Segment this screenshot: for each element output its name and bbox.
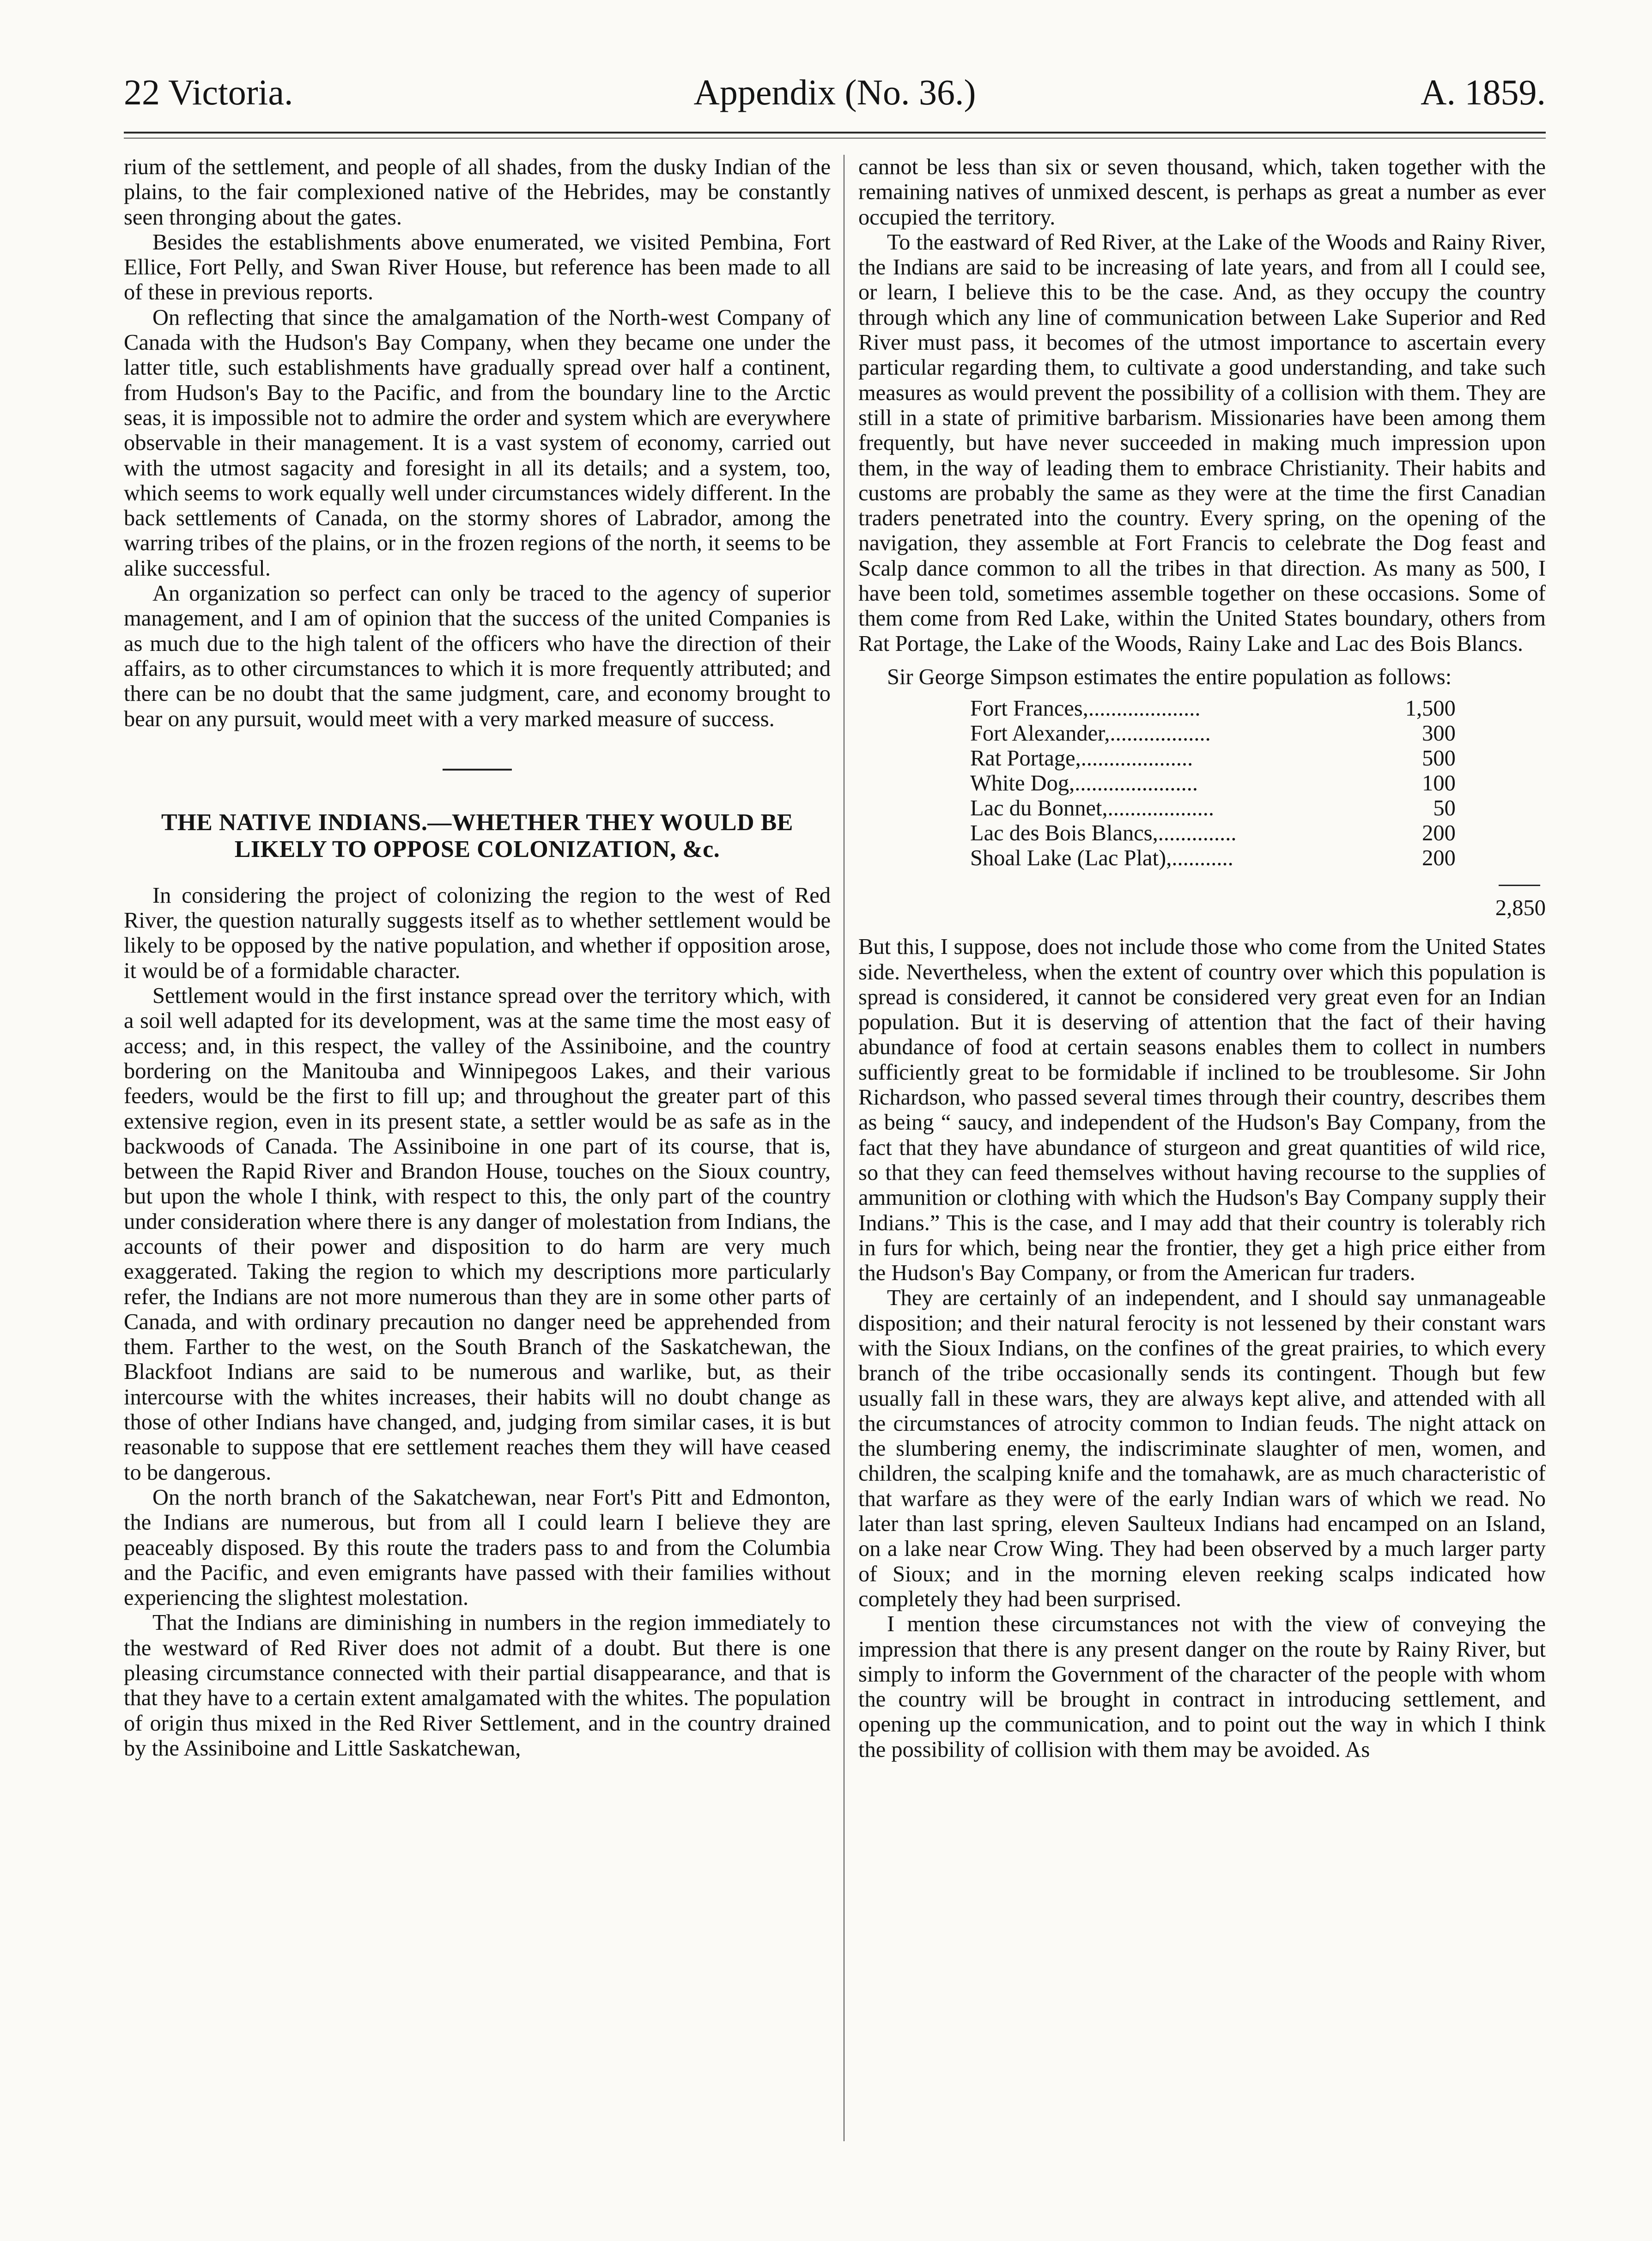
leader-dots: .................... (1081, 746, 1193, 771)
paragraph: To the eastward of Red River, at the Lake of the Woods and Rainy River, the Indians are said to be increasing of late years, and from all I could see, or learn, I believe this to be the case. And, as they occupy the country through which any line of communication between Lake Superior and Red River must pass, it becomes of the utmost importance to ascertain every particular regarding them, to cultivate a good understanding, and take such measures as would prevent the possibility of a collision with them. They are still in a state of primitive barbarism. Missionaries have been among them frequently, but have never succeeded in making much impression upon them, in the way of leading them to embrace Christianity. Their habits and customs are probably the same as they were at the time the first Canadian traders penetrated into the country. Every spring, on the opening of the navigation, they assemble at Fort Francis to celebrate the Dog feast and Scalp dance common to all the tribes in that direction. As many as 500, I have been told, sometimes assemble together on these occasions. Some of them come from Red Lake, within the United States boundary, others from Rat Portage, the Lake of the Woods, Rainy Lake and Lac des Bois Blancs. (858, 230, 1546, 656)
table-row (970, 721, 1546, 746)
page-header (124, 65, 1546, 120)
header-volume: 22 Victoria. (124, 72, 293, 112)
header-appendix: Appendix (No. 36.) (693, 72, 976, 112)
leader-dots: ........... (1172, 846, 1233, 871)
place-name: Lac des Bois Blancs, (970, 821, 1158, 846)
table-row (970, 696, 1546, 721)
left-column (124, 155, 831, 2192)
table-total-row (970, 871, 1546, 921)
table-row (970, 746, 1546, 771)
place-name: Lac du Bonnet, (970, 796, 1108, 821)
place-name: White Dog, (970, 771, 1075, 796)
population-count: 500 (1422, 746, 1456, 771)
section-title: THE NATIVE INDIANS.—WHETHER THEY WOULD BE LIKELY TO OPPOSE COLONIZATION, &c. (161, 809, 793, 862)
leader-dots: ...................... (1075, 771, 1198, 796)
paragraph: But this, I suppose, does not include those who come from the United States side. Nevertheless, when the extent of country over which this population is spread is considered, it cannot be considered very great even for an Indian population. But it is deserving of attention that the fact of their having abundance of food at certain seasons enables them to collect in numbers sufficiently great to be formidable if inclined to be troublesome. Sir John Richardson, who passed several times through their country, describes them as being “ saucy, and independent of the Hudson's Bay Company, from the fact that they have abundance of sturgeon and great quantities of wild rice, so that they can feed themselves without having recourse to the supplies of ammunition or clothing with which the Hudson's Bay Company supply their Indians.” This is the case, and I may add that their country is tolerably rich in furs for which, being near the frontier, they get a high price either from the Hudson's Bay Company, or from the American fur traders. (858, 935, 1546, 1286)
population-count: 200 (1422, 821, 1456, 846)
place-name: Shoal Lake (Lac Plat), (970, 846, 1172, 871)
table-row (970, 846, 1546, 871)
population-count: 50 (1433, 796, 1456, 821)
total-rule (1499, 885, 1540, 886)
leader-dots: .................. (1110, 721, 1211, 746)
paragraph: On the north branch of the Sakatchewan, near Fort's Pitt and Edmonton, the Indians are numerous, but from all I could learn I believe they are peaceably disposed. By this route the traders pass to and from the Columbia and the Pacific, and even emigrants have passed with their families without experiencing the slightest molestation. (124, 1485, 831, 1610)
population-count: 300 (1422, 721, 1456, 746)
population-count: 200 (1422, 846, 1456, 871)
place-name: Rat Portage, (970, 746, 1081, 771)
population-total: 2,850 (1495, 896, 1546, 921)
paragraph: rium of the settlement, and people of all shades, from the dusky Indian of the plains, to the fair complexioned native of the Hebrides, may be constantly seen thronging about the gates. (124, 155, 831, 230)
place-name: Fort Alexander, (970, 721, 1110, 746)
section-divider (443, 769, 512, 771)
population-intro: Sir George Simpson estimates the entire population as follows: (887, 664, 1452, 689)
population-count: 1,500 (1405, 696, 1456, 721)
paragraph: An organization so perfect can only be traced to the agency of superior management, and I am of opinion that the success of the united Companies is as much due to the high talent of the officers who have the direction of their affairs, as to other circumstances to which it is more frequently attributed; and there can be no doubt that the same judgment, care, and economy brought to bear on any pursuit, would meet with a very marked measure of success. (124, 581, 831, 731)
header-rule (124, 132, 1546, 134)
leader-dots: .................... (1088, 696, 1201, 721)
leader-dots: .............. (1158, 821, 1237, 846)
header-rule-thin (124, 138, 1546, 139)
paragraph: On reflecting that since the amalgamation of the North-west Company of Canada with the Hudson's Bay Company, when they became one under the latter title, such establishments have gradually spread over half a continent, from Hudson's Bay to the Pacific, and from the boundary line to the Arctic seas, it is impossible not to admire the order and system which are everywhere observable in their management. It is a vast system of economy, carried out with the utmost sagacity and foresight in all its details; and a system, too, which seems to work equally well under circumstances widely different. In the back settlements of Canada, on the stormy shores of Labrador, among the warring tribes of the plains, or in the frozen regions of the north, it seems to be alike successful. (124, 305, 831, 581)
paragraph: Settlement would in the first instance spread over the territory which, with a soil well adapted for its development, was at the same time the most easy of access; and, in this respect, the valley of the Assiniboine, and the country bordering on the Manitouba and Winnipegoos Lakes, and their various feeders, would be the first to fill up; and throughout the greater part of this extensive region, even in its present state, a settler would be as safe as in the backwoods of Canada. The Assiniboine in one part of its course, that is, between the Rapid River and Brandon House, touches on the Sioux country, but upon the whole I think, with respect to this, the only part of the country under consideration where there is any danger of molestation from Indians, the accounts of their power and disposition to do harm are very much exaggerated. Taking the region to which my descriptions more particularly refer, the Indians are not more numerous than they are in some other parts of Canada, and with ordinary precaution no danger need be apprehended from them. Farther to the west, on the South Branch of the Saskatchewan, the Blackfoot Indians are said to be numerous and warlike, but, as their intercourse with the whites increases, their habits will no doubt change as those of other Indians have changed, and, judging from similar cases, it is but reasonable to suppose that ere settlement reaches them they will have ceased to be dangerous. (124, 984, 831, 1485)
paragraph: That the Indians are diminishing in numbers in the region immediately to the westward of Red River does not admit of a doubt. But there is one pleasing circumstance connected with their partial disappearance, and that is that they have to a certain extent amalgamated with the whites. The population of origin thus mixed in the Red River Settlement, and in the country drained by the Assiniboine and Little Saskatchewan, (124, 1610, 831, 1761)
population-table (970, 696, 1546, 921)
paragraph: cannot be less than six or seven thousand, which, taken together with the remaining natives of unmixed descent, is perhaps as great a number as ever occupied the territory. (858, 155, 1546, 230)
table-row (970, 796, 1546, 821)
paragraph: They are certainly of an independent, and I should say unmanageable disposition; and their natural ferocity is not lessened by their constant wars with the Sioux Indians, on the confines of the great prairies, to which every branch of the tribe occasionally sends its contingent. Though but few usually fall in these wars, they are always kept alive, and attended with all the circumstances of atrocity common to Indian feuds. The night attack on the slumbering enemy, the indiscriminate slaughter of men, women, and children, the scalping knife and the tomahawk, are as much characteristic of that warfare as they were of the early Indian wars of which we read. No later than last spring, eleven Saulteux Indians had encamped on an Island, on a lake near Crow Wing. They had been observed by a much larger party of Sioux; and in the morning eleven reeking scalps indicated how completely they had been surprised. (858, 1286, 1546, 1611)
paragraph: I mention these circumstances not with the view of conveying the impression that there is any present danger on the route by Rainy River, but simply to inform the Government of the character of the people with whom the country will be brought in contract in introducing settlement, and opening up the communication, and to point out the way in which I think the possibility of collision with them may be avoided. As (858, 1612, 1546, 1762)
header-year: A. 1859. (1421, 72, 1546, 112)
leader-dots: ................... (1107, 796, 1215, 821)
right-column (858, 155, 1546, 2192)
paragraph: In considering the project of colonizing the region to the west of Red River, the question naturally suggests itself as to whether settlement would be likely to be opposed by the native population, and whether if opposition arose, it would be of a formidable character. (124, 883, 831, 983)
paragraph: Besides the establishments above enumerated, we visited Pembina, Fort Ellice, Fort Pelly, and Swan River House, but reference has been made to all of these in previous reports. (124, 230, 831, 305)
population-count: 100 (1422, 771, 1456, 796)
table-row (970, 771, 1546, 796)
table-row (970, 821, 1546, 846)
place-name: Fort Frances, (970, 696, 1088, 721)
